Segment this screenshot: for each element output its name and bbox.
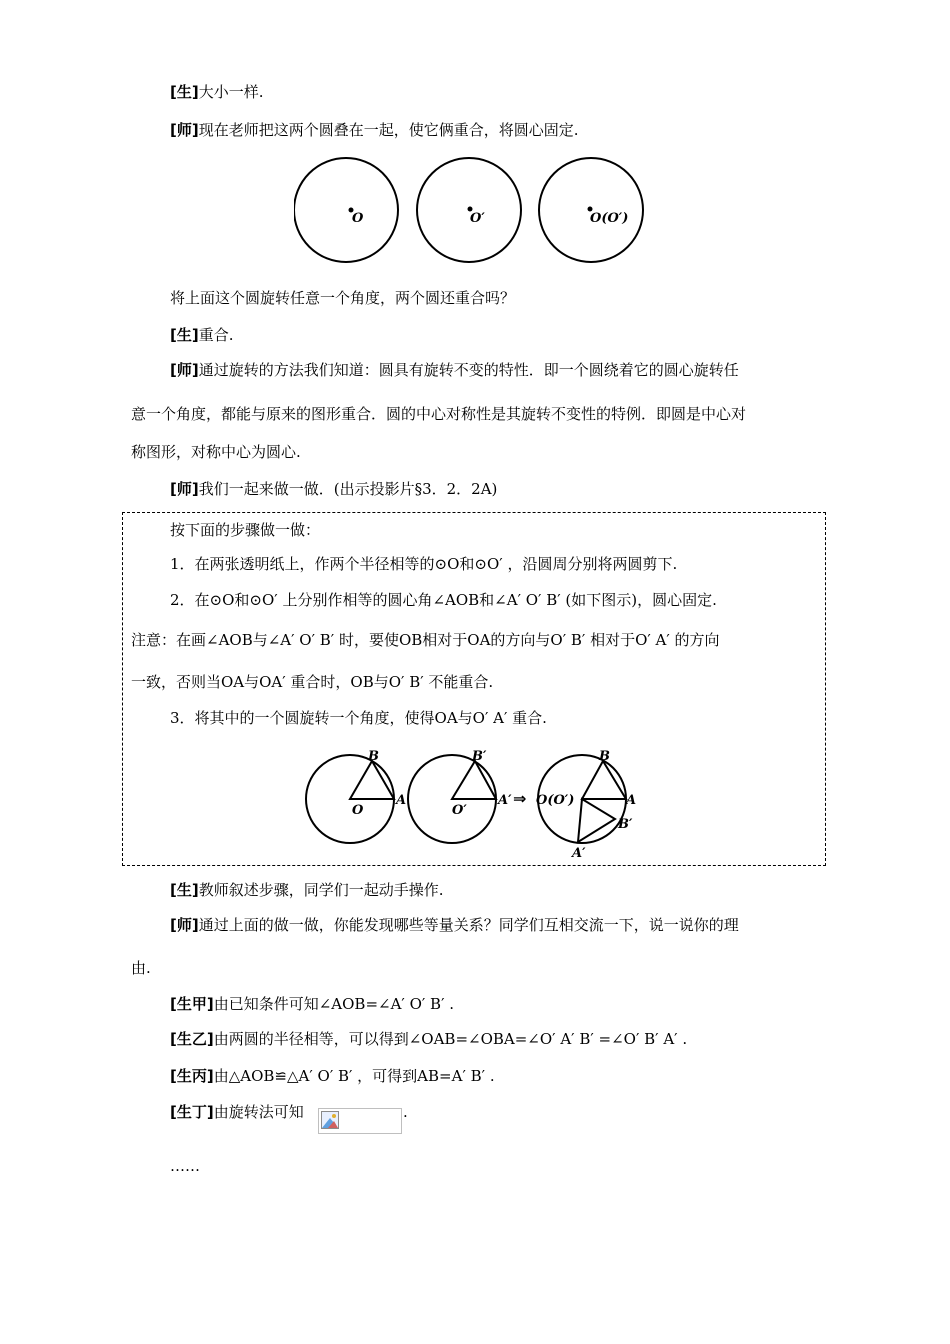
label-b: B <box>368 749 379 764</box>
line-text: 重合. <box>198 326 234 344</box>
line-student-bing <box>170 1066 495 1086</box>
broken-image-icon <box>321 1111 339 1129</box>
box-step-1: 1．在两张透明纸上，作两个半径相等的⊙O和⊙O′ ，沿圆周分别将两圆剪下. <box>170 555 678 573</box>
line-teacher-3 <box>170 479 497 499</box>
speaker-tag: [生丙] <box>170 1067 214 1085</box>
speaker-tag: [生] <box>170 83 199 101</box>
label-a: A <box>396 793 407 808</box>
line-student-1 <box>170 82 264 102</box>
label-b-prime: B′ <box>472 749 487 764</box>
rotation-figure <box>300 744 650 862</box>
line-text: 现在老师把这两个圆叠在一起，使它俩重合，将圆心固定. <box>198 121 579 139</box>
line-teacher-2-cont: 意一个角度，都能与原来的图形重合．圆的中心对称性是其旋转不变性的特例．即圆是中心对 <box>131 405 747 423</box>
three-circles-figure <box>294 156 678 266</box>
circle-overlap <box>539 158 643 262</box>
line-teacher-1 <box>170 120 579 140</box>
speaker-tag: [生] <box>170 326 199 344</box>
label-o: O <box>352 803 364 818</box>
speaker-tag: [生乙] <box>170 1030 214 1048</box>
line-student-jia <box>170 994 454 1014</box>
box-step-3: 3．将其中的一个圆旋转一个角度，使得OA与O′ A′ 重合. <box>170 709 547 727</box>
line-text: 通过旋转的方法我们知道：圆具有旋转不变的特性．即一个圆绕着它的圆心旋转任 <box>198 361 739 379</box>
line-student-ding <box>170 1102 304 1122</box>
label-o-o-prime: O(O′) <box>536 793 575 808</box>
circle-aob <box>306 749 406 843</box>
line-student-3 <box>170 880 444 900</box>
line-student-yi <box>170 1029 687 1049</box>
circle-o <box>294 158 398 262</box>
speaker-tag: [师] <box>170 361 199 379</box>
speaker-tag: [师] <box>170 916 199 934</box>
broken-image-placeholder <box>318 1108 402 1134</box>
line-student-ding-end: . <box>403 1103 408 1121</box>
label-b-prime: B′ <box>618 817 633 832</box>
label-o-o-prime: O(O′) <box>590 211 629 226</box>
line-teacher-4 <box>170 915 739 935</box>
speaker-tag: [师] <box>170 121 199 139</box>
line-text: 由两圆的半径相等，可以得到∠OAB=∠OBA=∠O′ A′ B′ =∠O′ B′ A′ . <box>213 1030 688 1048</box>
box-note-cont: 一致，否则当OA与OA′ 重合时，OB与O′ B′ 不能重合. <box>131 673 494 691</box>
line-question: 将上面这个圆旋转任意一个角度，两个圆还重合吗？ <box>170 289 516 307</box>
circle-a-prime-o-prime-b-prime <box>408 749 512 843</box>
line-text: 由旋转法可知 <box>213 1103 304 1121</box>
label-o: O <box>352 211 364 226</box>
line-text: 教师叙述步骤，同学们一起动手操作. <box>198 881 444 899</box>
speaker-tag: [生] <box>170 881 199 899</box>
circle-o-prime <box>417 158 521 262</box>
line-text: 通过上面的做一做，你能发现哪些等量关系？同学们互相交流一下，说一说你的理 <box>198 916 739 934</box>
circle-overlapped <box>536 749 636 861</box>
line-text: 由已知条件可知∠AOB=∠A′ O′ B′ . <box>213 995 455 1013</box>
line-teacher-4-cont: 由. <box>131 959 151 977</box>
label-a-prime: A′ <box>572 846 586 861</box>
line-teacher-2-cont2: 称图形，对称中心为圆心. <box>131 443 301 461</box>
box-intro: 按下面的步骤做一做： <box>170 521 321 539</box>
line-student-2 <box>170 325 234 345</box>
line-text: 我们一起来做一做．(出示投影片§3．2．2A) <box>198 480 498 498</box>
label-a: A <box>626 793 637 808</box>
line-text: 由△AOB≌△A′ O′ B′ ，可得到AB=A′ B′ . <box>213 1067 495 1085</box>
label-o-prime: O′ <box>452 803 467 818</box>
line-text: 大小一样. <box>198 83 264 101</box>
speaker-tag: [生甲] <box>170 995 214 1013</box>
speaker-tag: [生丁] <box>170 1103 214 1121</box>
box-note: 注意：在画∠AOB与∠A′ O′ B′ 时，要使OB相对于OA的方向与O′ B′ 相对于O′ A′ 的方向 <box>131 631 720 649</box>
implies-arrow: ⇒ <box>513 789 527 808</box>
ellipsis: …… <box>170 1157 200 1175</box>
label-b: B <box>599 749 610 764</box>
label-o-prime: O′ <box>470 211 485 226</box>
speaker-tag: [师] <box>170 480 199 498</box>
line-teacher-2 <box>170 360 739 380</box>
label-a-prime: A′ <box>498 793 512 808</box>
box-step-2: 2．在⊙O和⊙O′ 上分别作相等的圆心角∠AOB和∠A′ O′ B′ (如下图示)，圆心固定. <box>170 591 717 609</box>
